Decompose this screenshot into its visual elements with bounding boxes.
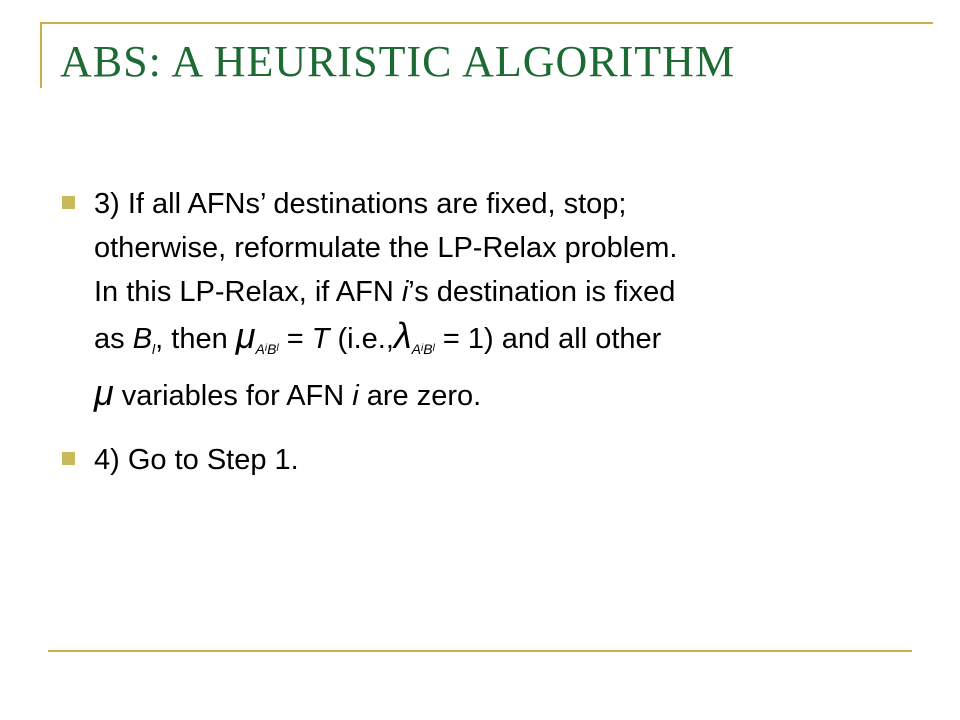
- step-3-line-4: as $B_l$, then $\mu_Ai_Bl = T$ $(i.e.,\lambda_Ai_Bl = 1)$ and all other: [94, 315, 662, 357]
- step-4-text: 4) Go to Step 1.: [94, 444, 299, 476]
- bullet-square-icon: [62, 452, 75, 465]
- bullet-list: [60, 182, 900, 482]
- step-3-line-2: otherwise, reformulate the LP-Relax problem.: [94, 232, 678, 264]
- step-3-line-1: 3) If all AFNs’ destinations are fixed, stop;: [94, 188, 627, 220]
- bullet-square-icon: [62, 196, 75, 209]
- bullet-step-3: [60, 182, 900, 418]
- mu-symbol: μ: [235, 315, 256, 356]
- step-3-line-3: In this LP-Relax, if AFN i’s destination is fixed: [94, 276, 676, 308]
- bullet-step-4: [60, 438, 900, 482]
- slide-title: ABS: A HEURISTIC ALGORITHM: [60, 37, 736, 86]
- top-rule: [40, 22, 933, 24]
- left-rule: [40, 22, 42, 88]
- step-3-line-5: μ variables for AFN i are zero.: [94, 372, 482, 413]
- mu-symbol: μ: [94, 372, 114, 413]
- bottom-rule: [48, 650, 912, 652]
- lambda-symbol: λ: [393, 315, 412, 356]
